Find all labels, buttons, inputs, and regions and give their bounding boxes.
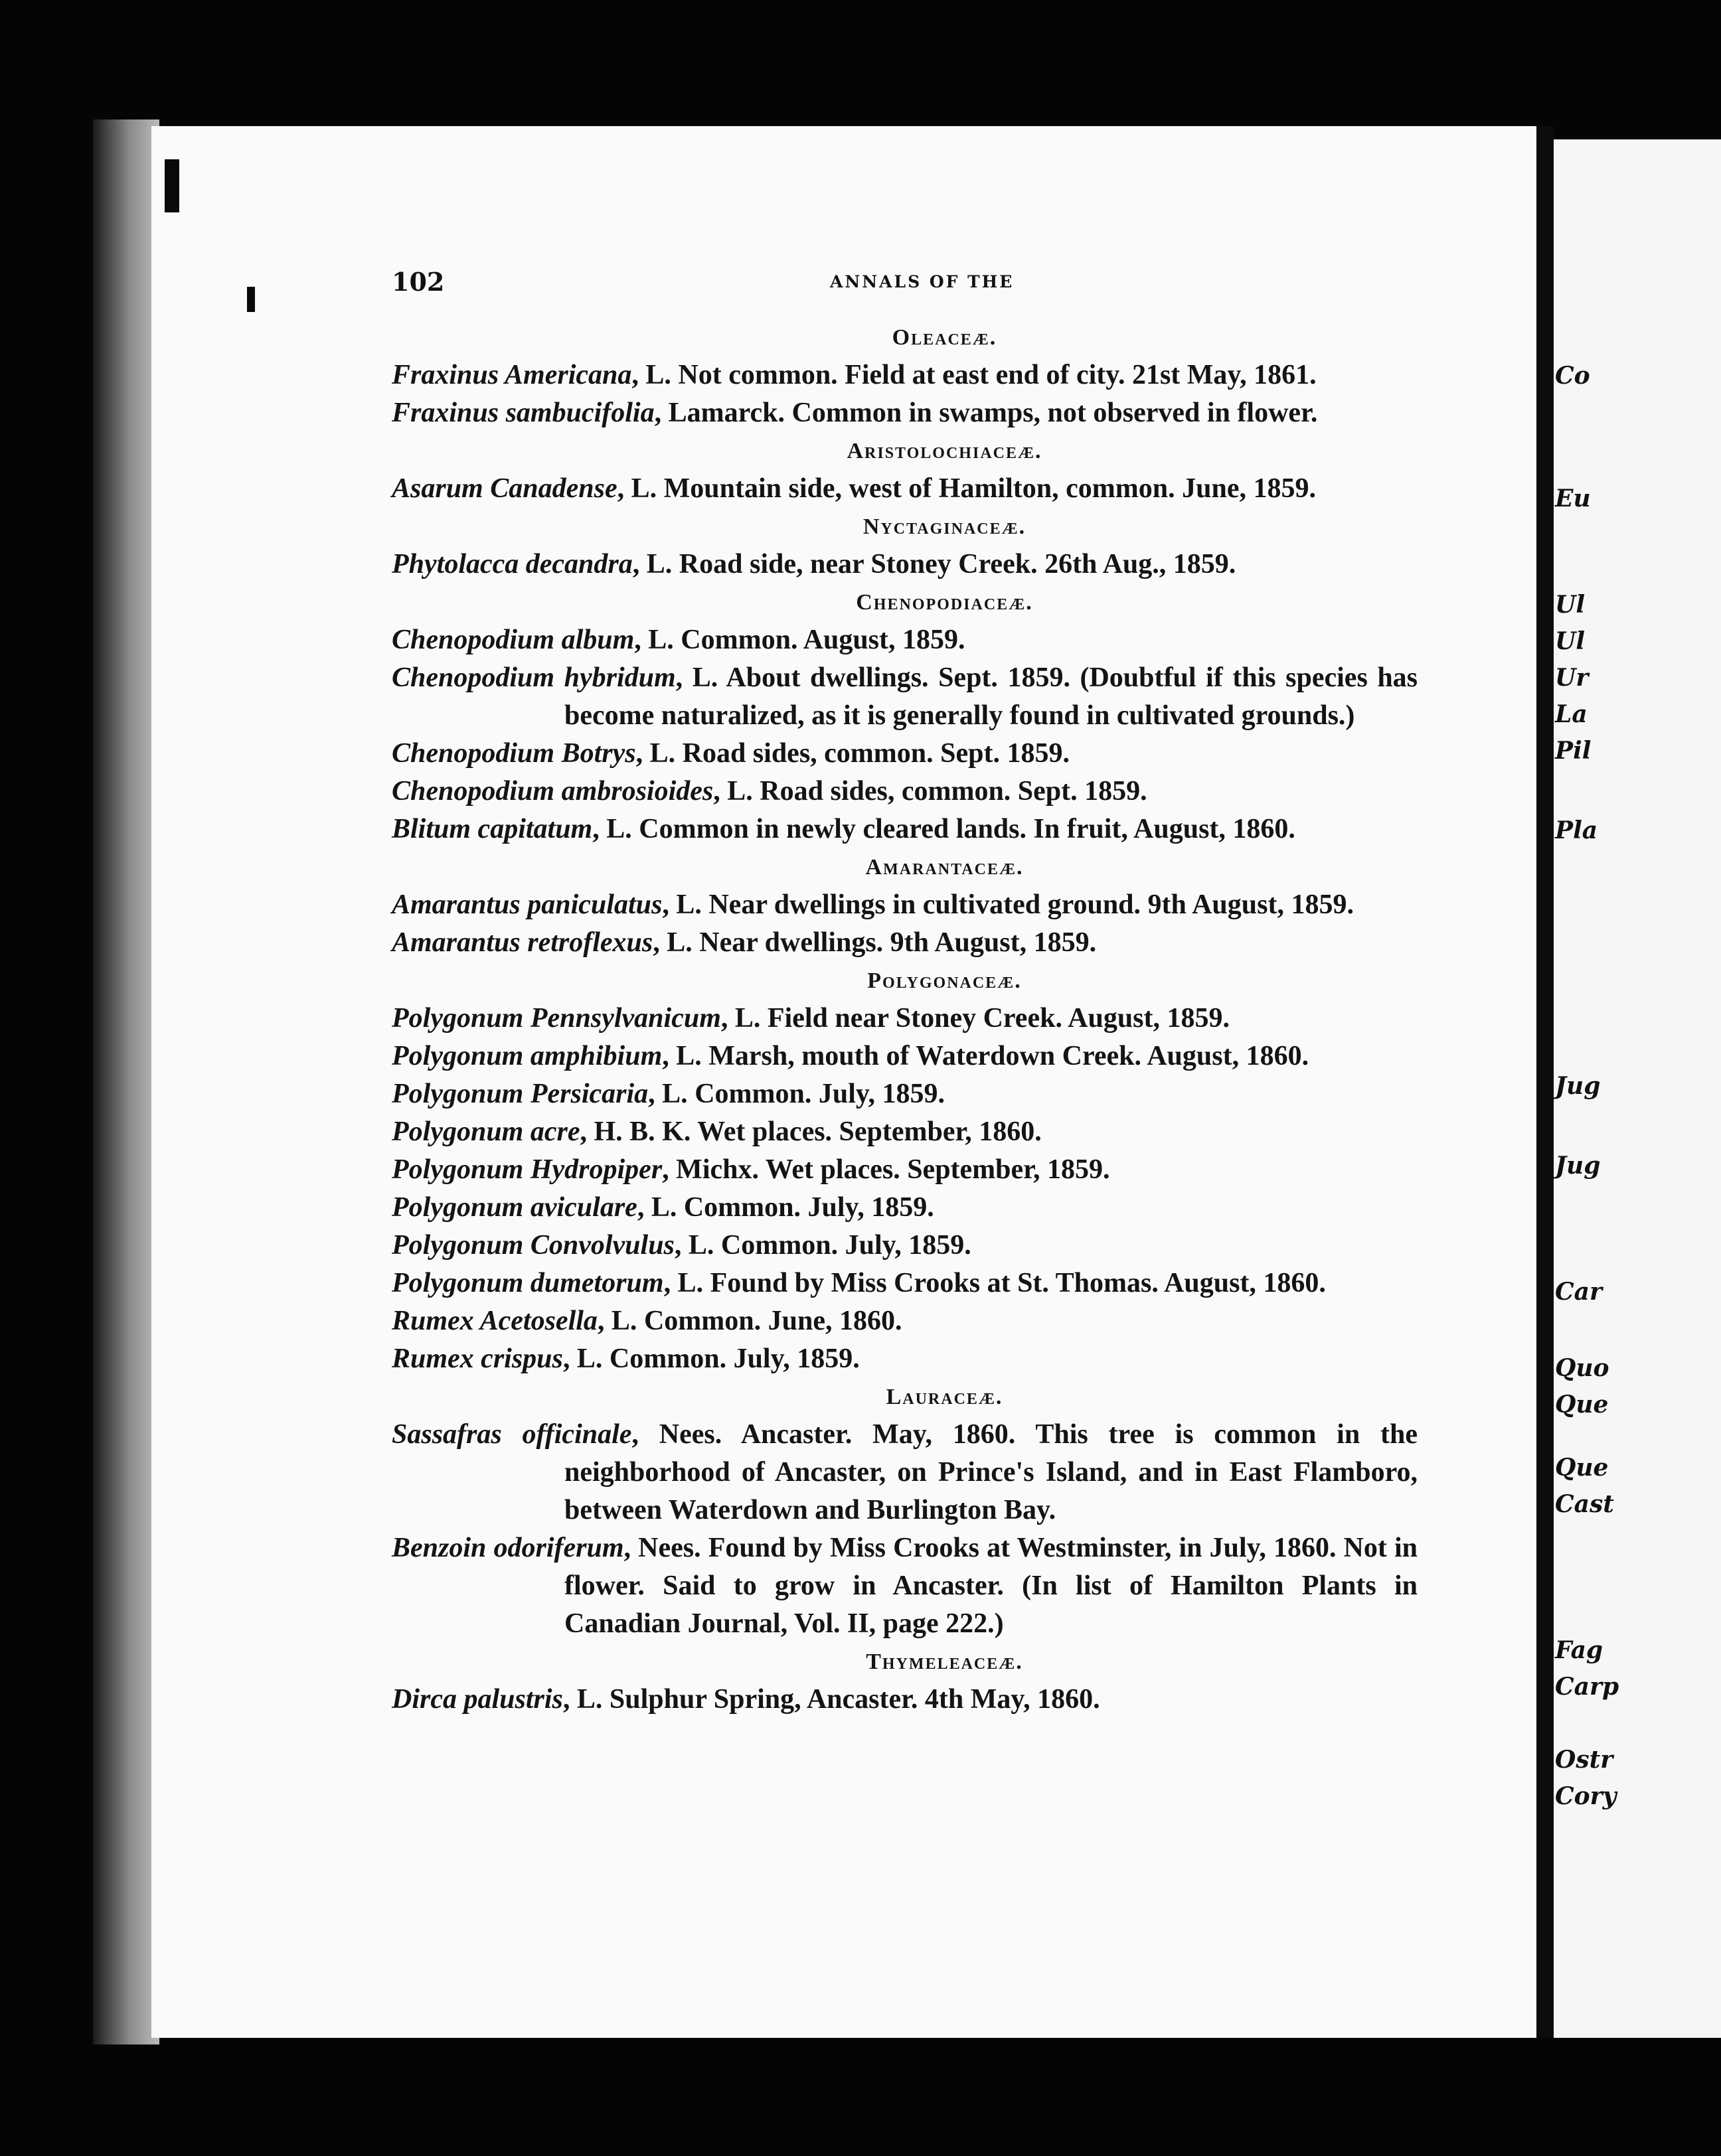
family-heading: Chenopodiaceæ. bbox=[856, 590, 1033, 615]
species-note: Marsh, mouth of Waterdown Creek. August, 1860. bbox=[701, 1041, 1309, 1071]
species-authority: , L. bbox=[592, 814, 632, 844]
adjacent-fragment: Pla bbox=[1555, 816, 1598, 844]
species-entry bbox=[392, 1302, 1418, 1340]
species-note: Common. July, 1859. bbox=[687, 1079, 945, 1109]
species-note: Common. July, 1859. bbox=[677, 1192, 934, 1223]
page-gutter bbox=[1536, 126, 1554, 2038]
species-entry bbox=[392, 1681, 1418, 1719]
species-authority: , L. bbox=[637, 1192, 677, 1223]
species-name: Dirca palustris bbox=[392, 1684, 563, 1715]
species-name: Sassafras officinale bbox=[392, 1419, 632, 1450]
species-note: Near dwellings. 9th August, 1859. bbox=[692, 927, 1097, 958]
species-name: Asarum Canadense bbox=[392, 473, 617, 504]
species-note: Field near Stoney Creek. August, 1859. bbox=[760, 1003, 1230, 1034]
species-authority: , Michx. bbox=[662, 1154, 759, 1185]
species-authority: , Nees. bbox=[631, 1419, 722, 1450]
species-authority: , L. bbox=[713, 776, 753, 807]
adjacent-fragment: Que bbox=[1555, 1391, 1609, 1419]
adjacent-fragment: Jug bbox=[1555, 1072, 1601, 1100]
species-entry bbox=[392, 356, 1418, 394]
running-head: ANNALS OF THE bbox=[830, 272, 1015, 291]
species-authority: , L. bbox=[562, 1344, 603, 1374]
species-authority: , L. bbox=[653, 927, 693, 958]
adjacent-fragment: Que bbox=[1555, 1454, 1609, 1482]
family-heading: Amarantaceæ. bbox=[865, 855, 1024, 880]
species-note: Common in newly cleared lands. In fruit, August, 1860. bbox=[631, 814, 1295, 844]
adjacent-fragment: Cast bbox=[1555, 1490, 1614, 1518]
species-name: Phytolacca decandra bbox=[392, 549, 633, 579]
adjacent-fragment: Carp bbox=[1555, 1673, 1619, 1701]
adjacent-fragment: Pil bbox=[1555, 737, 1592, 765]
species-authority: , Lamarck. bbox=[654, 398, 785, 428]
species-authority: , L. bbox=[662, 1041, 702, 1071]
adjacent-fragment: Ur bbox=[1555, 664, 1589, 692]
adjacent-fragment: Co bbox=[1555, 362, 1590, 390]
species-name: Benzoin odoriferum bbox=[392, 1533, 624, 1563]
family-heading: Nyctaginaceæ. bbox=[862, 514, 1026, 539]
adjacent-fragment: Fag bbox=[1555, 1636, 1603, 1664]
adjacent-fragment: Jug bbox=[1555, 1152, 1601, 1180]
species-note: Road sides, common. Sept. 1859. bbox=[752, 776, 1147, 807]
species-entry bbox=[392, 1000, 1418, 1038]
species-name: Polygonum dumetorum bbox=[392, 1268, 664, 1298]
species-note: Not common. Field at east end of city. 21st May, 1861. bbox=[671, 360, 1317, 390]
species-note: Ancaster. May, 1860. This tree is common in the neighborhood of Ancaster, on Prince's Island, and in East Flamboro, between Waterdown and Burlington Bay. bbox=[564, 1419, 1418, 1525]
species-note: Near dwellings in cultivated ground. 9th August, 1859. bbox=[701, 889, 1354, 920]
adjacent-fragment: Ul bbox=[1555, 591, 1586, 619]
species-name: Fraxinus Americana bbox=[392, 360, 632, 390]
adjacent-fragment: Car bbox=[1555, 1278, 1602, 1306]
species-authority: , L. bbox=[597, 1306, 637, 1336]
scan-blemish bbox=[165, 159, 179, 212]
species-authority: , L. bbox=[634, 625, 674, 655]
species-entry bbox=[392, 1265, 1418, 1302]
species-authority: , L. bbox=[562, 1684, 603, 1715]
page-number: 102 bbox=[392, 267, 445, 297]
adjacent-page-strip bbox=[1554, 139, 1721, 2038]
species-name: Amarantus paniculatus bbox=[392, 889, 663, 920]
scan-blemish bbox=[247, 287, 255, 312]
species-entry bbox=[392, 1529, 1418, 1643]
species-note: Common in swamps, not observed in flower. bbox=[785, 398, 1318, 428]
species-authority: , Nees. bbox=[623, 1533, 701, 1563]
species-entry bbox=[392, 1151, 1418, 1189]
left-page-edge bbox=[93, 119, 159, 2044]
species-name: Polygonum Pennsylvanicum bbox=[392, 1003, 721, 1034]
species-note: Mountain side, west of Hamilton, common. June, 1859. bbox=[657, 473, 1316, 504]
species-note: Sulphur Spring, Ancaster. 4th May, 1860. bbox=[602, 1684, 1100, 1715]
species-name: Blitum capitatum bbox=[392, 814, 593, 844]
species-note: Common. August, 1859. bbox=[673, 625, 965, 655]
adjacent-fragment: Ostr bbox=[1555, 1746, 1613, 1774]
page-body bbox=[392, 319, 1418, 1719]
adjacent-fragment: Ul bbox=[1555, 627, 1586, 655]
family-heading: Lauraceæ. bbox=[886, 1385, 1003, 1409]
species-note: Common. July, 1859. bbox=[602, 1344, 860, 1374]
species-entry bbox=[392, 735, 1418, 773]
species-authority: , L. bbox=[675, 662, 718, 693]
species-name: Chenopodium album bbox=[392, 625, 635, 655]
species-entry bbox=[392, 546, 1418, 583]
species-entry bbox=[392, 1038, 1418, 1075]
species-entry bbox=[392, 1075, 1418, 1113]
species-name: Polygonum acre bbox=[392, 1116, 580, 1147]
species-note: Road side, near Stoney Creek. 26th Aug., 1859. bbox=[672, 549, 1236, 579]
species-entry bbox=[392, 886, 1418, 924]
species-entry bbox=[392, 470, 1418, 508]
species-note: Road sides, common. Sept. 1859. bbox=[675, 738, 1070, 769]
species-authority: , L. bbox=[631, 360, 671, 390]
species-entry bbox=[392, 1416, 1418, 1529]
species-name: Polygonum Hydropiper bbox=[392, 1154, 663, 1185]
species-entry bbox=[392, 659, 1418, 735]
species-entry bbox=[392, 924, 1418, 962]
species-note: Found by Miss Crooks at St. Thomas. August, 1860. bbox=[703, 1268, 1326, 1298]
species-entry bbox=[392, 1189, 1418, 1227]
species-name: Chenopodium hybridum bbox=[392, 662, 676, 693]
species-entry bbox=[392, 621, 1418, 659]
species-name: Polygonum aviculare bbox=[392, 1192, 637, 1223]
species-note: Found by Miss Crooks at Westminster, in July, 1860. Not in flower. Said to grow in Ancaster. (In list of Hamilton Plants in Canadian Journal, Vol. II, page 222.) bbox=[564, 1533, 1418, 1639]
species-name: Polygonum Convolvulus bbox=[392, 1230, 675, 1261]
species-note: Wet places. September, 1859. bbox=[758, 1154, 1110, 1185]
species-authority: , L. bbox=[662, 889, 702, 920]
species-authority: , L. bbox=[635, 738, 676, 769]
species-authority: , L. bbox=[648, 1079, 688, 1109]
family-heading: Thymeleaceæ. bbox=[866, 1650, 1023, 1674]
species-entry bbox=[392, 394, 1418, 432]
family-heading: Aristolochiaceæ. bbox=[847, 439, 1042, 463]
species-name: Amarantus retroflexus bbox=[392, 927, 653, 958]
species-name: Rumex Acetosella bbox=[392, 1306, 598, 1336]
species-authority: , H. B. K. bbox=[580, 1116, 691, 1147]
species-name: Polygonum Persicaria bbox=[392, 1079, 649, 1109]
species-entry bbox=[392, 1113, 1418, 1151]
adjacent-fragment: Eu bbox=[1555, 485, 1591, 512]
species-note: Common. July, 1859. bbox=[714, 1230, 971, 1261]
family-heading: Oleaceæ. bbox=[892, 325, 997, 350]
species-authority: , L. bbox=[632, 549, 673, 579]
species-authority: , L. bbox=[720, 1003, 761, 1034]
species-entry bbox=[392, 1340, 1418, 1378]
adjacent-fragment: Cory bbox=[1555, 1782, 1617, 1810]
species-authority: , L. bbox=[663, 1268, 704, 1298]
family-heading: Polygonaceæ. bbox=[867, 968, 1022, 993]
species-entry bbox=[392, 1227, 1418, 1265]
species-entry bbox=[392, 773, 1418, 810]
species-entry bbox=[392, 810, 1418, 848]
adjacent-fragment: Quo bbox=[1555, 1354, 1609, 1382]
species-note: About dwellings. Sept. 1859. (Doubtful if this species has become naturalized, as it is generally found in cultivated grounds.) bbox=[564, 662, 1418, 731]
species-name: Chenopodium Botrys bbox=[392, 738, 636, 769]
species-note: Wet places. September, 1860. bbox=[691, 1116, 1042, 1147]
species-note: Common. June, 1860. bbox=[637, 1306, 902, 1336]
species-authority: , L. bbox=[674, 1230, 714, 1261]
species-name: Polygonum amphibium bbox=[392, 1041, 663, 1071]
species-name: Rumex crispus bbox=[392, 1344, 563, 1374]
adjacent-fragment: La bbox=[1555, 700, 1588, 728]
species-authority: , L. bbox=[617, 473, 657, 504]
species-name: Chenopodium ambrosioides bbox=[392, 776, 714, 807]
species-name: Fraxinus sambucifolia bbox=[392, 398, 655, 428]
